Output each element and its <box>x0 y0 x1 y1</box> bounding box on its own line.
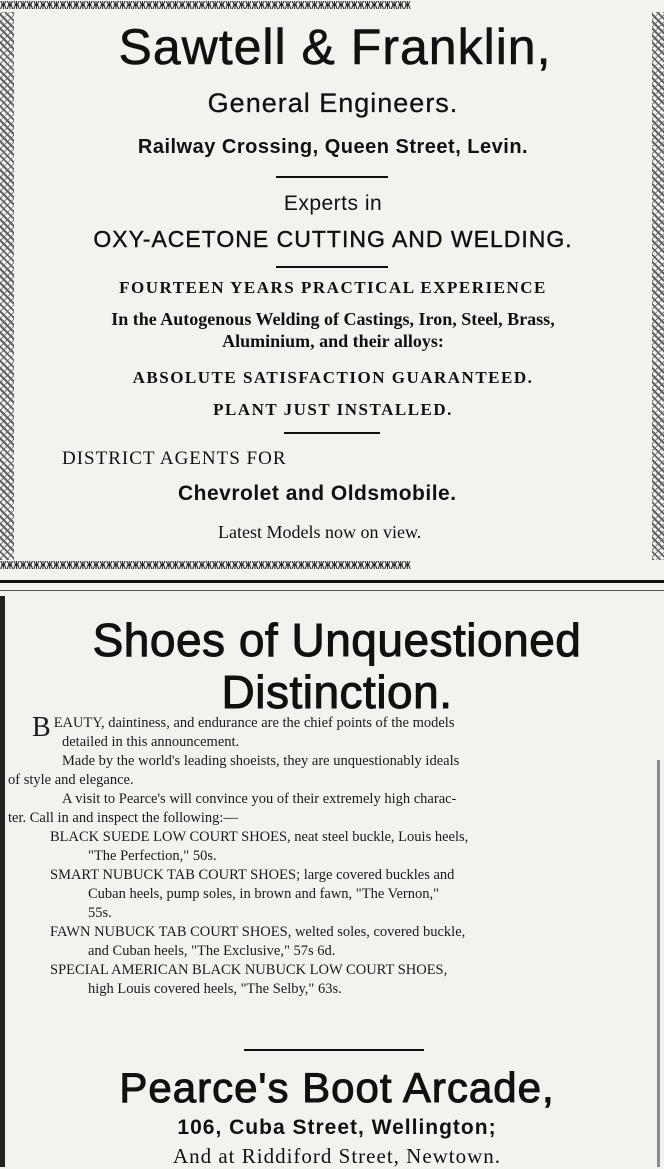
divider-rule <box>244 1049 424 1051</box>
product-item-detail: "The Perfection," 50s. <box>88 848 217 864</box>
divider-rule <box>284 432 380 434</box>
product-item-detail: 55s. <box>88 905 112 921</box>
car-brands-line: Chevrolet and Oldsmobile. <box>178 482 457 505</box>
page-separator <box>0 590 664 591</box>
ornamental-border-right <box>652 12 664 560</box>
welding-description-line: In the Autogenous Welding of Castings, Iron, Steel, Brass, <box>111 309 555 329</box>
store-address: 106, Cuba Street, Wellington; <box>177 1116 497 1139</box>
product-item: BLACK SUEDE LOW COURT SHOES, neat steel buckle, Louis heels, <box>50 829 469 845</box>
body-line: Made by the world's leading shoeists, they are unquestionably ideals <box>62 753 460 769</box>
column-rule-left <box>0 596 5 1167</box>
plant-line: PLANT JUST INSTALLED. <box>213 400 453 419</box>
product-item-detail: Cuban heels, pump soles, in brown and fawn, "The Vernon," <box>88 886 440 902</box>
product-item-detail: high Louis covered heels, "The Selby," 63s. <box>88 981 342 997</box>
welding-description-line: Aluminium, and their alloys: <box>222 331 444 351</box>
divider-rule <box>276 266 388 268</box>
welding-description <box>16 308 650 352</box>
shoes-ad-body <box>8 714 658 999</box>
experts-line: Experts in <box>283 192 383 215</box>
sawtell-franklin-advertisement <box>0 0 664 575</box>
shoes-ad-heading-line: Distinction. <box>221 666 453 718</box>
body-line: ter. Call in and inspect the following:— <box>8 810 238 826</box>
services-heading: OXY-ACETONE CUTTING AND WELDING. <box>93 226 573 252</box>
latest-models-line: Latest Models now on view. <box>218 522 422 542</box>
body-line: detailed in this announcement. <box>62 734 240 750</box>
product-item-detail: and Cuban heels, "The Exclusive," 57s 6d. <box>88 943 336 959</box>
page-separator <box>0 580 664 583</box>
store-branch-address: And at Riddiford Street, Newtown. <box>172 1144 502 1168</box>
drop-cap: B <box>32 712 51 743</box>
satisfaction-line: ABSOLUTE SATISFACTION GUARANTEED. <box>132 368 534 387</box>
body-line: EAUTY, daintiness, and endurance are the chief points of the models <box>53 715 455 731</box>
ornamental-border-left <box>0 12 14 560</box>
body-line: of style and elegance. <box>8 772 134 788</box>
firm-subtitle: General Engineers. <box>207 88 459 118</box>
product-item: FAWN NUBUCK TAB COURT SHOES, welted soles, covered buckle, <box>50 924 466 940</box>
shoes-ad-heading-line: Shoes of Unquestioned <box>92 614 582 666</box>
product-item: SPECIAL AMERICAN BLACK NUBUCK LOW COURT SHOES, <box>50 962 448 978</box>
ornamental-border-bottom: ЖЖЖЖЖЖЖЖЖЖЖЖЖЖЖЖЖЖЖЖЖЖЖЖЖЖЖЖЖЖЖЖЖЖЖЖЖЖЖЖЖЖЖЖЖЖЖЖЖЖЖЖЖЖЖЖЖЖЖЖЖЖ <box>0 560 411 572</box>
shoes-ad-heading <box>20 614 654 718</box>
district-agents-line: DISTRICT AGENTS FOR <box>62 448 287 469</box>
divider-rule <box>276 176 388 178</box>
store-name-heading: Pearce's Boot Arcade, <box>119 1064 555 1111</box>
ornamental-border-top: ЖЖЖЖЖЖЖЖЖЖЖЖЖЖЖЖЖЖЖЖЖЖЖЖЖЖЖЖЖЖЖЖЖЖЖЖЖЖЖЖЖЖЖЖЖЖЖЖЖЖЖЖЖЖЖЖЖЖЖЖЖЖ <box>0 0 411 12</box>
firm-address: Railway Crossing, Queen Street, Levin. <box>137 136 529 158</box>
firm-name-heading: Sawtell & Franklin, <box>118 19 552 75</box>
experience-line: FOURTEEN YEARS PRACTICAL EXPERIENCE <box>119 278 547 297</box>
body-line: A visit to Pearce's will convince you of their extremely high charac- <box>62 791 457 807</box>
product-item: SMART NUBUCK TAB COURT SHOES; large covered buckles and <box>50 867 455 883</box>
